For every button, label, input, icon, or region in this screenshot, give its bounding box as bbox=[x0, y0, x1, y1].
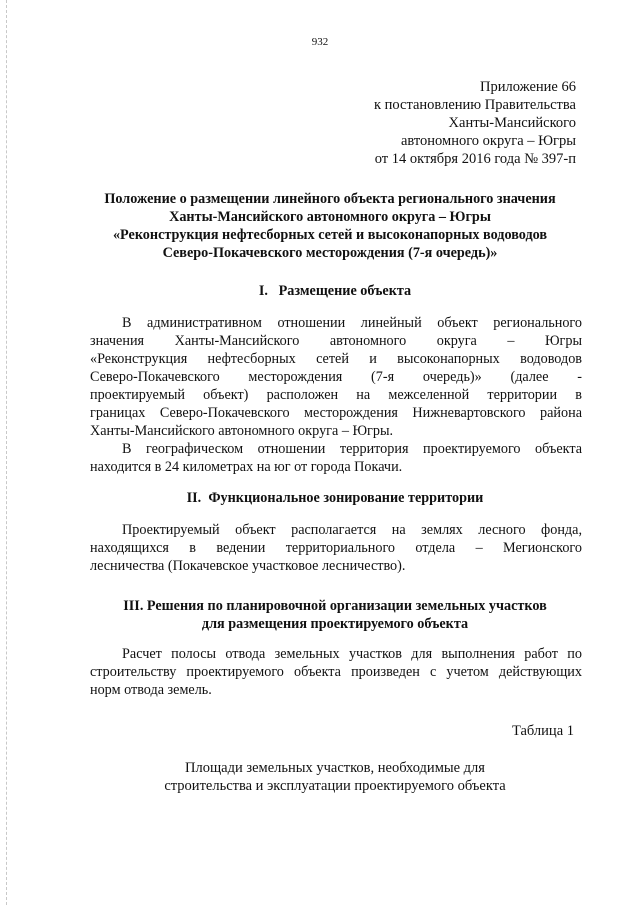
heading-text: II. Функциональное зонирование территории bbox=[186, 490, 484, 506]
paragraph-line: Расчет полосы отвода земельных участков для выполнения работ по bbox=[122, 646, 582, 662]
title-line: Положение о размещении линейного объекта регионального значения bbox=[104, 191, 556, 207]
appendix-line: от 14 октября 2016 года № 397-п bbox=[374, 151, 576, 167]
section-2-heading bbox=[90, 489, 580, 507]
section-1-heading bbox=[90, 282, 580, 300]
caption-line: Площади земельных участков, необходимые для bbox=[185, 760, 485, 776]
paragraph-line: строительству проектируемого объекта произведен с учетом действующих bbox=[90, 664, 582, 680]
caption-line: строительства и эксплуатации проектируемого объекта bbox=[164, 778, 506, 794]
paragraph-line: находится в 24 километрах на юг от города Покачи. bbox=[90, 459, 403, 475]
section-3-paragraph-1 bbox=[90, 645, 582, 699]
paragraph-line: находящихся в ведении территориального отдела – Мегионского bbox=[90, 540, 582, 556]
section-2-paragraph-1 bbox=[90, 521, 582, 575]
section-1-paragraph-1 bbox=[90, 314, 582, 440]
section-1-paragraph-2 bbox=[90, 440, 582, 476]
paragraph-line: В административном отношении линейный объект регионального bbox=[122, 315, 582, 331]
page-number: 932 bbox=[311, 36, 329, 48]
title-line: Северо-Покачевского месторождения (7-я очередь)» bbox=[162, 245, 498, 261]
paragraph-line: границах Северо-Покачевского месторождения Нижневартовского района bbox=[90, 405, 582, 421]
paragraph-line: проектируемый объект) расположен на межселенной территории в bbox=[90, 387, 582, 403]
paragraph-line: Северо-Покачевского месторождения (7-я очередь)» (далее - bbox=[90, 369, 582, 385]
paragraph-line: В географическом отношении территория проектируемого объекта bbox=[122, 441, 582, 457]
scan-edge-line bbox=[6, 0, 7, 905]
paragraph-line: норм отвода земель. bbox=[90, 682, 212, 698]
table-label: Таблица 1 bbox=[511, 723, 574, 739]
appendix-line: автономного округа – Югры bbox=[400, 133, 576, 149]
document-title bbox=[70, 190, 590, 262]
heading-line: для размещения проектируемого объекта bbox=[201, 616, 469, 632]
appendix-line: Приложение 66 bbox=[480, 79, 576, 95]
appendix-line: к постановлению Правительства bbox=[374, 97, 576, 113]
table-caption bbox=[90, 759, 580, 795]
appendix-line: Ханты-Мансийского bbox=[448, 115, 576, 131]
paragraph-line: Ханты-Мансийского автономного округа – Югры. bbox=[90, 423, 394, 439]
paragraph-line: лесничества (Покачевское участковое лесничество). bbox=[90, 558, 406, 574]
title-line: Ханты-Мансийского автономного округа – Югры bbox=[169, 209, 491, 225]
heading-line: III. Решения по планировочной организации земельных участков bbox=[123, 598, 547, 614]
heading-text: I. Размещение объекта bbox=[258, 283, 412, 299]
section-3-heading bbox=[90, 597, 580, 633]
title-line: «Реконструкция нефтесборных сетей и высоконапорных водоводов bbox=[112, 227, 548, 243]
paragraph-line: значения Ханты-Мансийского автономного округа – Югры bbox=[90, 333, 582, 349]
paragraph-line: Проектируемый объект располагается на землях лесного фонда, bbox=[122, 522, 582, 538]
appendix-reference bbox=[256, 78, 576, 168]
paragraph-line: «Реконструкция нефтесборных сетей и высоконапорных водоводов bbox=[90, 351, 582, 367]
